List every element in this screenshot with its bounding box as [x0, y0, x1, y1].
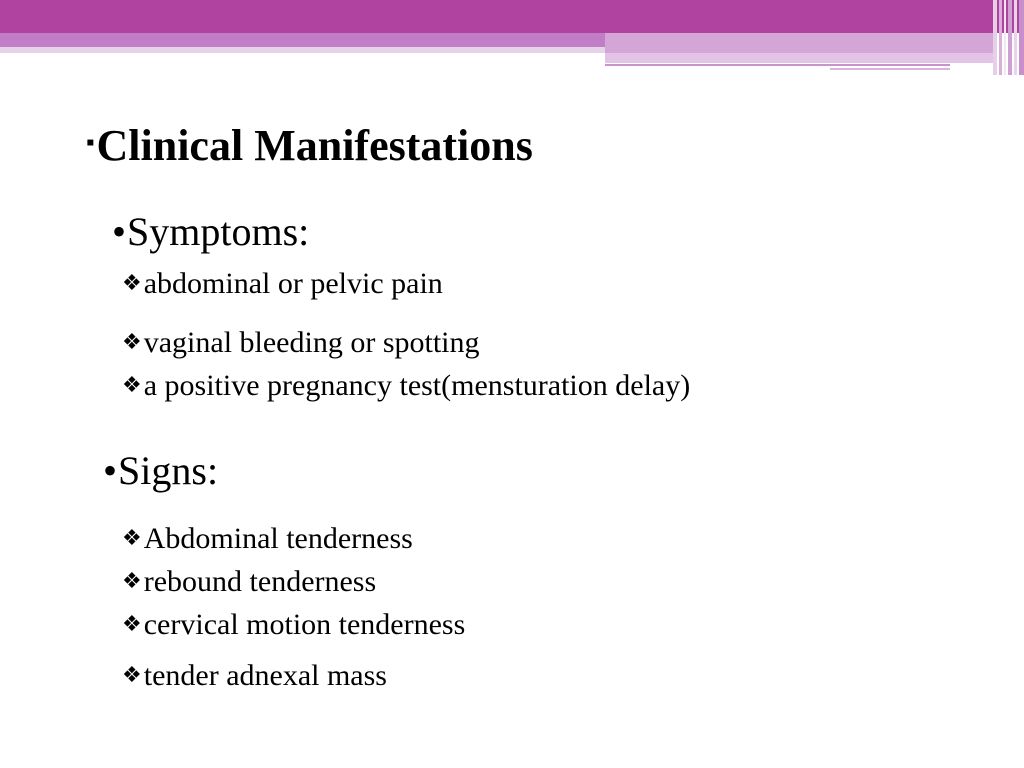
- bullet-icon: •: [103, 448, 118, 493]
- list-item-text: abdominal or pelvic pain: [143, 267, 443, 300]
- list-item: [122, 607, 465, 645]
- banner-band-middle: [0, 33, 605, 47]
- list-item-text: tender adnexal mass: [143, 659, 387, 692]
- banner-accent-line-short: [830, 68, 950, 70]
- banner-band-faint: [0, 47, 605, 53]
- signs-heading: [103, 447, 218, 495]
- list-item-text: vaginal bleeding or spotting: [143, 326, 480, 359]
- bullet-icon: •: [112, 209, 127, 254]
- banner-band-right: [605, 33, 995, 53]
- list-item: [122, 368, 690, 406]
- symptoms-heading-text: Symptoms:: [127, 209, 310, 254]
- list-item: [122, 564, 376, 602]
- list-item-text: rebound tenderness: [143, 565, 377, 598]
- list-item: [122, 658, 387, 696]
- symptoms-heading: [112, 208, 309, 256]
- diamond-bullet-icon: ❖: [122, 568, 142, 593]
- diamond-bullet-icon: ❖: [122, 525, 142, 550]
- list-item-text: Abdominal tenderness: [143, 522, 413, 555]
- list-item: [122, 266, 443, 304]
- banner-accent-line: [605, 64, 950, 66]
- banner-stripes: [993, 0, 1024, 75]
- list-item: [122, 325, 480, 363]
- list-item-text: cervical motion tenderness: [143, 608, 466, 641]
- signs-heading-text: Signs:: [118, 448, 219, 493]
- title-bullet-icon: ▪: [86, 130, 95, 156]
- slide-title-text: Clinical Manifestations: [96, 121, 533, 170]
- diamond-bullet-icon: ❖: [122, 270, 142, 295]
- slide-title: [86, 118, 533, 181]
- list-item: [122, 521, 413, 559]
- banner-band-right-lower: [605, 53, 995, 63]
- diamond-bullet-icon: ❖: [122, 662, 142, 687]
- diamond-bullet-icon: ❖: [122, 372, 142, 397]
- banner-band-top: [0, 0, 1024, 33]
- list-item-text: a positive pregnancy test(mensturation delay): [143, 369, 691, 402]
- header-banner: [0, 0, 1024, 75]
- diamond-bullet-icon: ❖: [122, 611, 142, 636]
- diamond-bullet-icon: ❖: [122, 329, 142, 354]
